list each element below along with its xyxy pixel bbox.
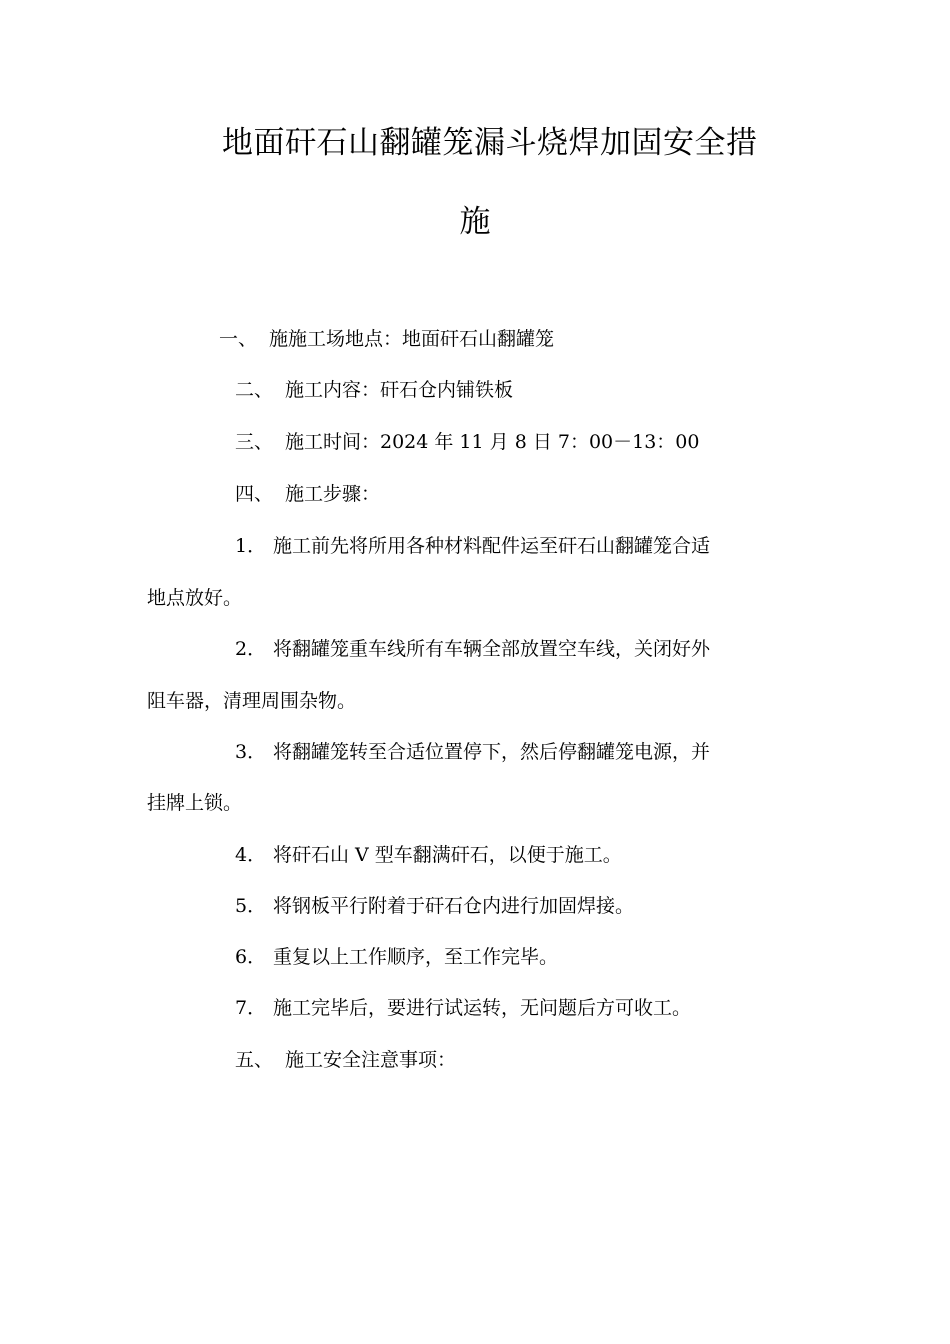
step-1-number: 1． [235, 535, 267, 557]
step-2-number: 2． [235, 638, 267, 660]
step-2-continuation: 阻车器，清理周围杂物。 [147, 690, 357, 712]
step-4-text: 将矸石山 V 型车翻满矸石，以便于施工。 [273, 844, 622, 866]
step-5 [235, 893, 634, 919]
step-4-number: 4． [235, 844, 267, 866]
section-1 [219, 326, 554, 352]
step-6-text: 重复以上工作顺序，至工作完毕。 [273, 946, 559, 968]
section-4-text: 施工步骤： [285, 483, 381, 505]
section-1-text: 施施工场地点：地面矸石山翻罐笼 [269, 328, 555, 350]
document-title-line-2: 施 [459, 204, 491, 240]
step-3-number: 3． [235, 741, 267, 763]
step-1-continuation: 地点放好。 [147, 587, 243, 609]
step-4 [235, 842, 622, 868]
step-7-number: 7． [235, 997, 267, 1019]
section-5-text: 施工安全注意事项： [285, 1049, 457, 1071]
step-7-text: 施工完毕后，要进行试运转，无问题后方可收工。 [273, 997, 692, 1019]
section-2-text: 施工内容：矸石仓内铺铁板 [285, 379, 514, 401]
step-3-text: 将翻罐笼转至合适位置停下，然后停翻罐笼电源，并 [273, 741, 711, 763]
step-6-number: 6． [235, 946, 267, 968]
step-2-text: 将翻罐笼重车线所有车辆全部放置空车线，关闭好外 [273, 638, 711, 660]
step-1 [235, 533, 710, 559]
section-5 [235, 1047, 456, 1073]
section-3-number: 三、 [235, 431, 274, 453]
section-2 [235, 377, 513, 403]
section-2-number: 二、 [235, 379, 274, 401]
section-3-text: 施工时间：2024 年 11 月 8 日 7：00－13：00 [285, 431, 700, 453]
section-1-number: 一、 [219, 328, 258, 350]
step-5-number: 5． [235, 895, 267, 917]
step-7 [235, 995, 691, 1021]
section-5-number: 五、 [235, 1049, 274, 1071]
document-title-line-1: 地面矸石山翻罐笼漏斗烧焊加固安全措 [222, 125, 758, 161]
step-5-text: 将钢板平行附着于矸石仓内进行加固焊接。 [273, 895, 635, 917]
step-2 [235, 636, 710, 662]
section-4 [235, 481, 380, 507]
section-4-number: 四、 [235, 483, 274, 505]
step-1-text: 施工前先将所用各种材料配件运至矸石山翻罐笼合适 [273, 535, 711, 557]
step-6 [235, 944, 558, 970]
step-3-continuation: 挂牌上锁。 [147, 792, 243, 814]
step-3 [235, 739, 710, 765]
section-3 [235, 429, 699, 455]
